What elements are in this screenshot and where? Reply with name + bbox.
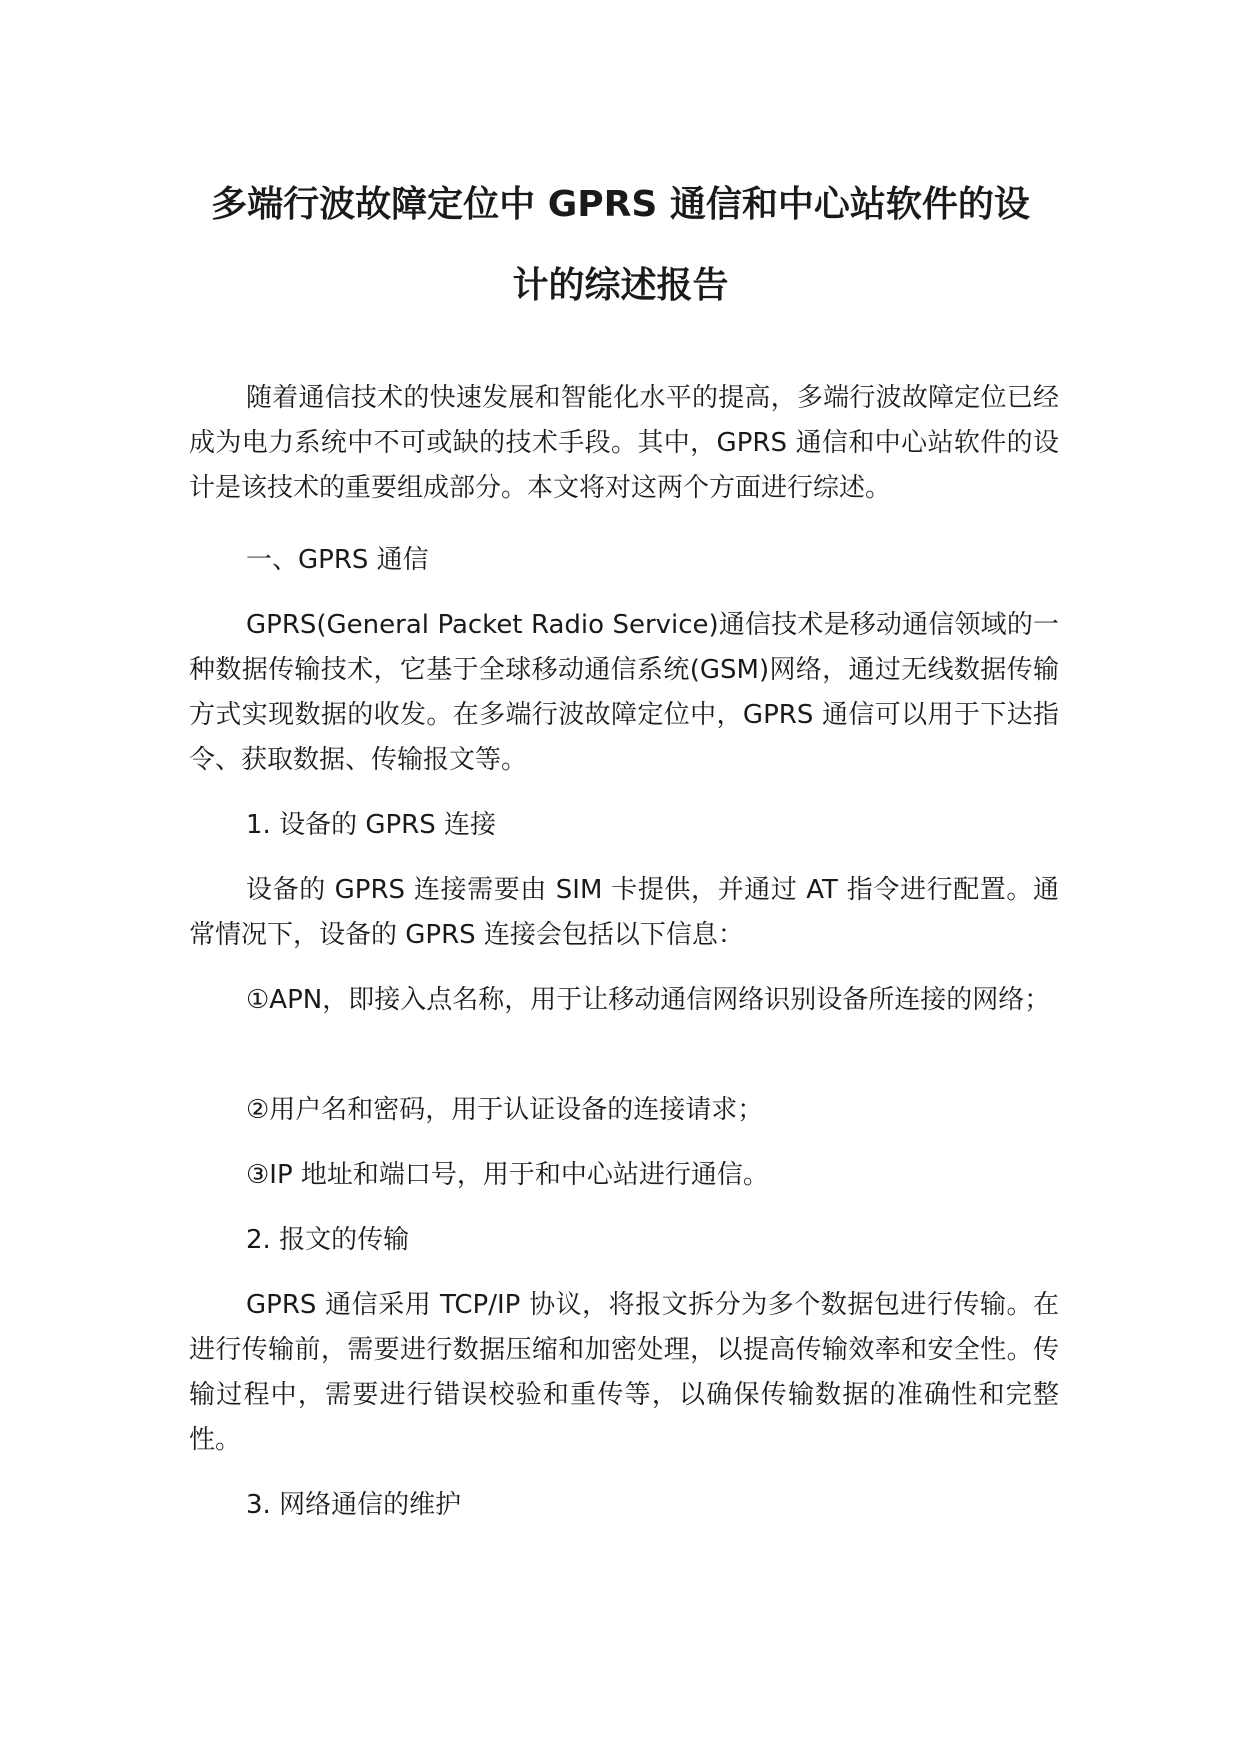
section-heading-gprs: 一、GPRS 通信	[246, 545, 429, 575]
subheading-gprs-connection: 1. 设备的 GPRS 连接	[246, 810, 496, 840]
document-title-line-1: 多端行波故障定位中 GPRS 通信和中心站软件的设	[211, 184, 1030, 225]
list-item-credentials: ②用户名和密码，用于认证设备的连接请求；	[246, 1095, 764, 1125]
document-title-line-2: 计的综述报告	[512, 265, 729, 306]
transmission-paragraph: GPRS 通信采用 TCP/IP 协议，将报文拆分为多个数据包进行传输。在进行传输前，需要进行数据压缩和加密处理，以提高传输效率和安全性。传输过程中，需要进行错误校验和重传等，以确保传输数据的准确性和完整性。	[189, 1290, 1059, 1455]
list-item-apn: ①APN，即接入点名称，用于让移动通信网络识别设备所连接的网络；	[246, 985, 1051, 1015]
list-item-ip-port: ③IP 地址和端口号，用于和中心站进行通信。	[246, 1160, 769, 1190]
gprs-description-paragraph: GPRS(General Packet Radio Service)通信技术是移动通信领域的一种数据传输技术，它基于全球移动通信系统(GSM)网络，通过无线数据传输方式实现数据的收发。在多端行波故障定位中，GPRS 通信可以用于下达指令、获取数据、传输报文等。	[189, 610, 1059, 775]
intro-paragraph: 随着通信技术的快速发展和智能化水平的提高，多端行波故障定位已经成为电力系统中不可或缺的技术手段。其中，GPRS 通信和中心站软件的设计是该技术的重要组成部分。本文将对这两个方面进行综述。	[189, 383, 1059, 503]
subheading-message-transmission: 2. 报文的传输	[246, 1225, 410, 1255]
gprs-connection-paragraph: 设备的 GPRS 连接需要由 SIM 卡提供，并通过 AT 指令进行配置。通常情况下，设备的 GPRS 连接会包括以下信息：	[189, 875, 1059, 950]
subheading-network-maintenance: 3. 网络通信的维护	[246, 1490, 462, 1520]
